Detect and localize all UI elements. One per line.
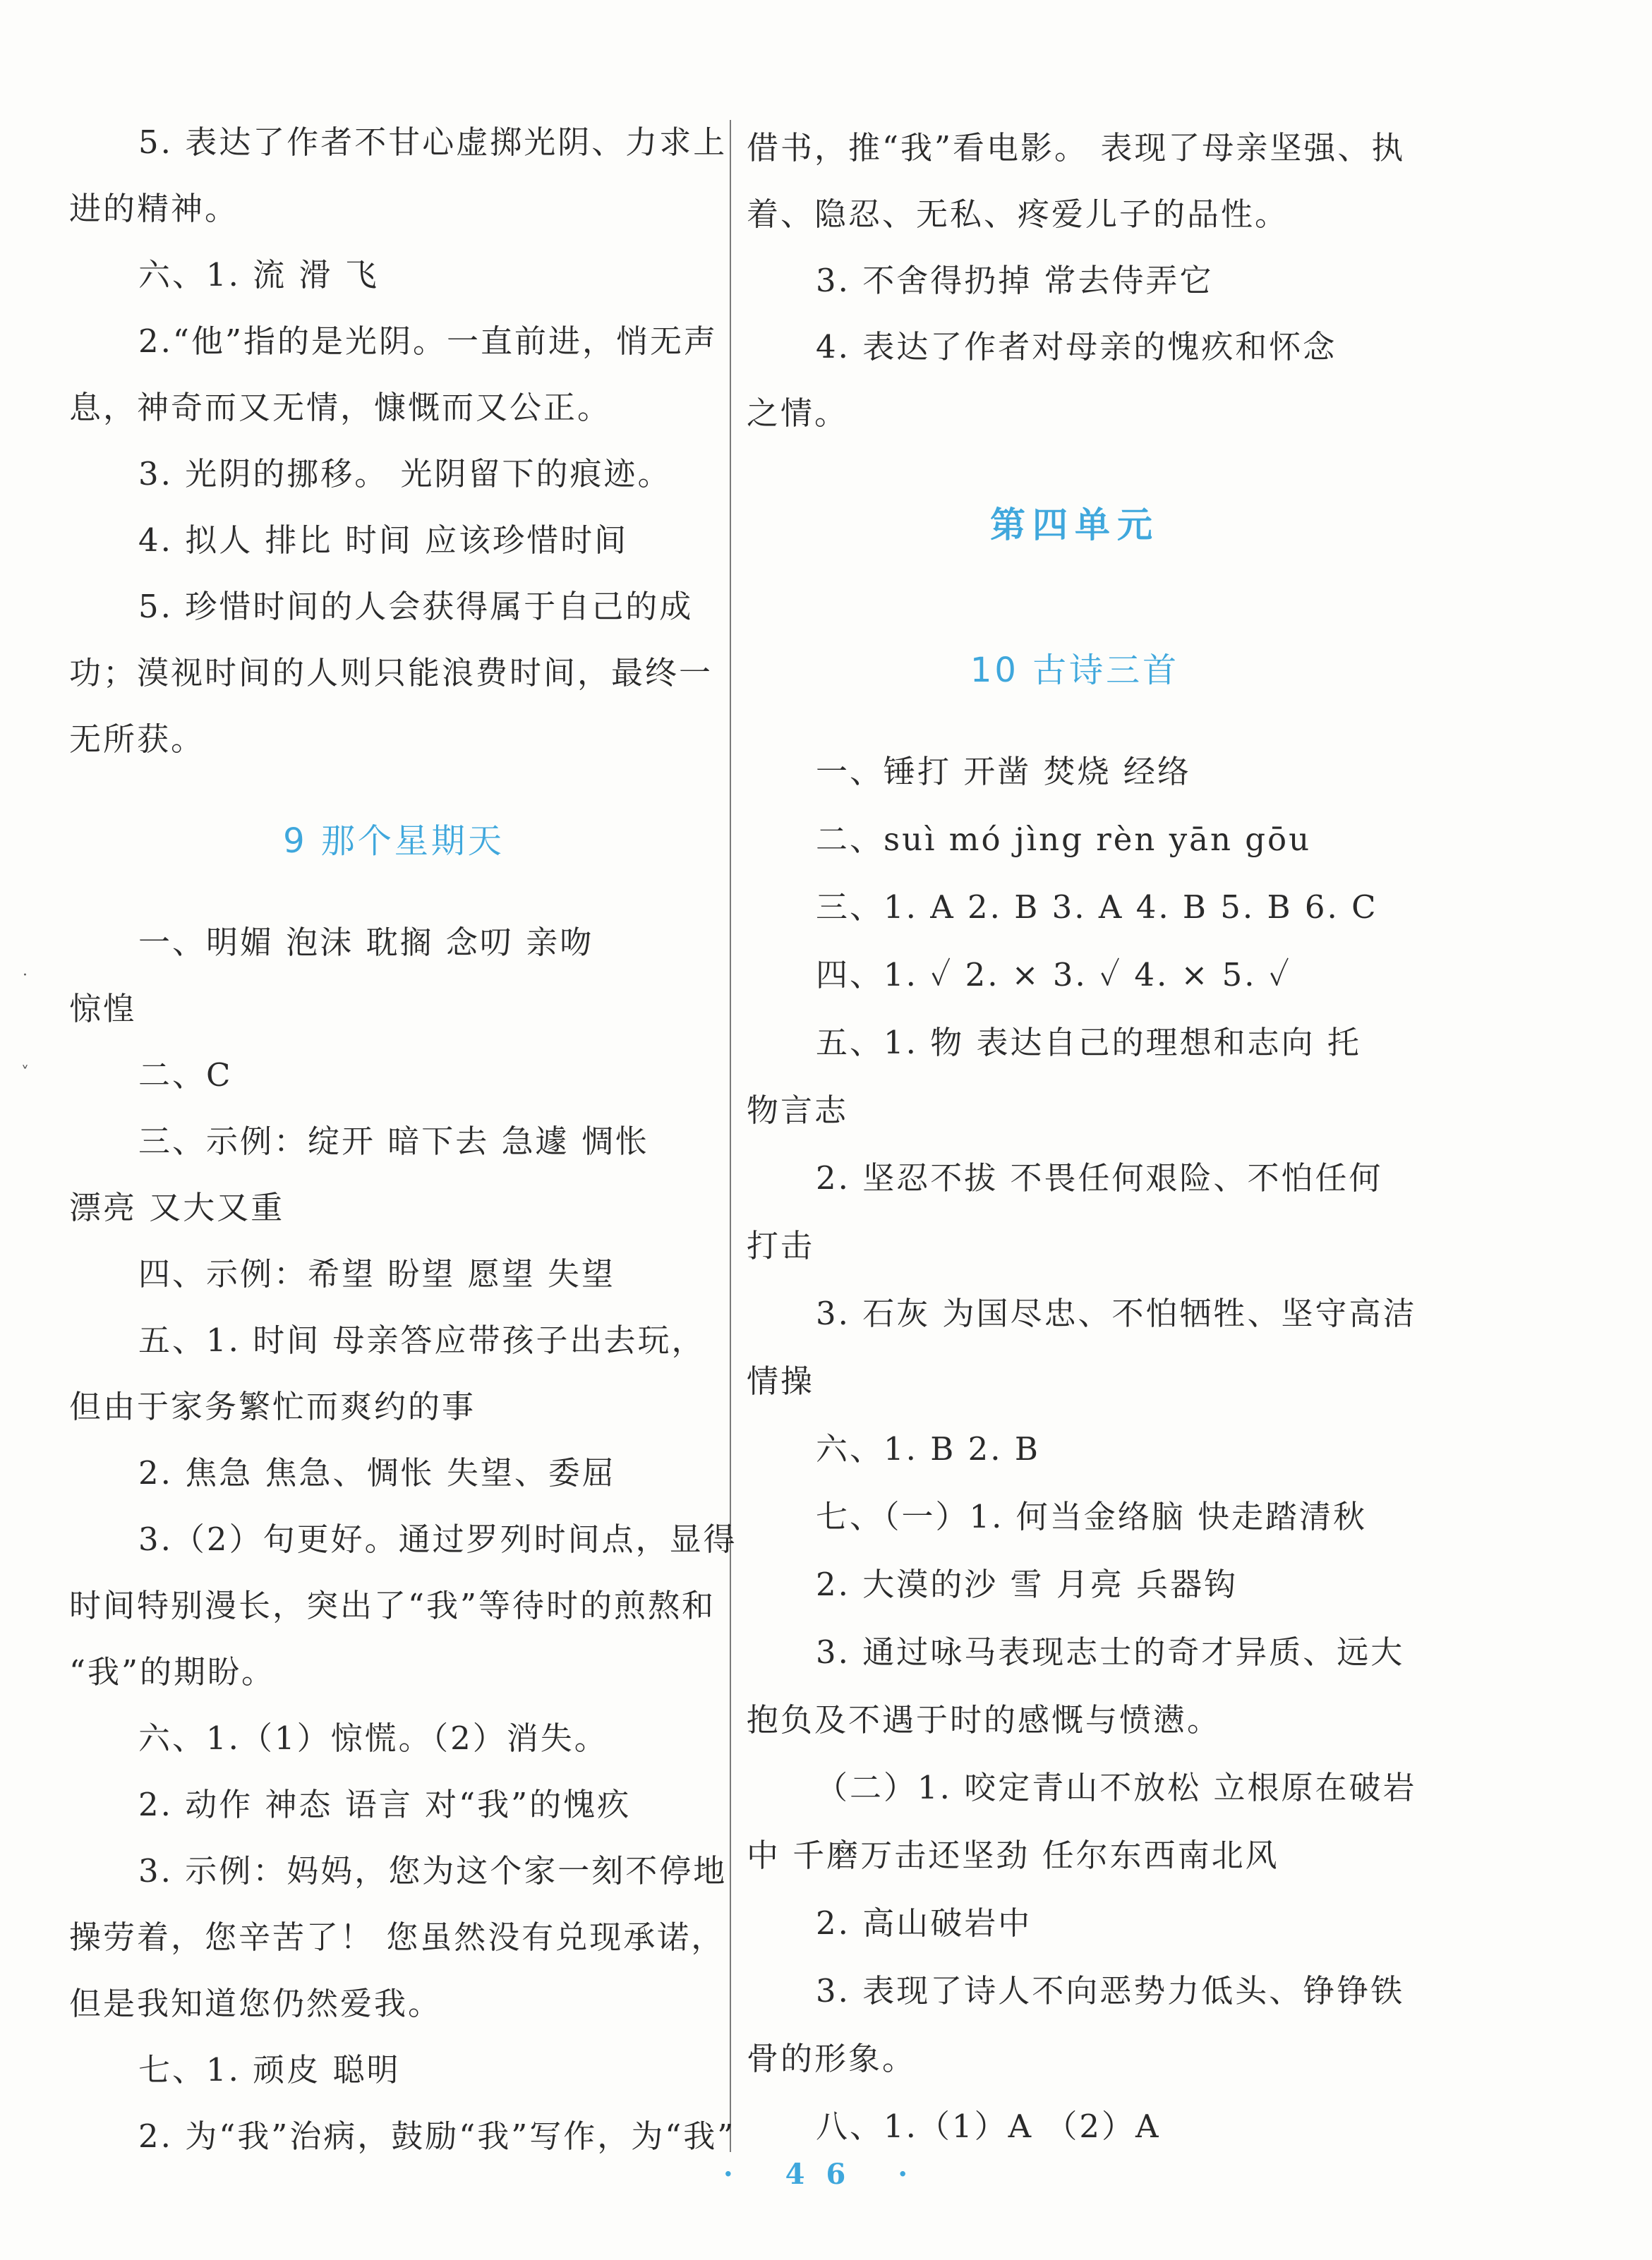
text-line: 二、C — [138, 1056, 233, 1094]
text-line: 4. 表达了作者对母亲的愧疚和怀念 — [816, 328, 1337, 365]
text-line: 3. 示例：妈妈，您为这个家一刻不停地 — [138, 1852, 728, 1890]
text-line: 息，神奇而又无情，慷慨而又公正。 — [69, 389, 612, 426]
text-line: 5. 珍惜时间的人会获得属于自己的成 — [138, 588, 694, 625]
text-line: 2. 为“我”治病，鼓励“我”写作，为“我” — [138, 2117, 736, 2155]
text-line: 之情。 — [747, 394, 849, 432]
text-line: 物言志 — [747, 1092, 849, 1129]
lesson-heading: 9 那个星期天 — [283, 821, 505, 861]
text-line: 5. 表达了作者不甘心虚掷光阴、力求上 — [138, 123, 728, 161]
text-line: 2.“他”指的是光阴。一直前进，悄无声 — [138, 322, 718, 360]
text-line: 打击 — [747, 1227, 815, 1264]
text-line: 八、1.（1）A （2）A — [816, 2108, 1161, 2145]
text-line: 中 千磨万击还坚劲 任尔东西南北风 — [747, 1837, 1279, 1874]
text-line: 一、明媚 泡沫 耽搁 念叨 亲吻 — [138, 924, 594, 961]
text-line: 2. 坚忍不拔 不畏任何艰险、不怕任何 — [816, 1159, 1383, 1197]
text-line: 情操 — [747, 1362, 815, 1400]
text-line: 四、示例：希望 盼望 愿望 失望 — [138, 1255, 615, 1293]
text-line: 3. 表现了诗人不向恶势力低头、铮铮铁 — [816, 1972, 1405, 2010]
text-line: 五、1. 物 表达自己的理想和志向 托 — [816, 1024, 1361, 1061]
text-line: 二、suì mó jìng rèn yān gōu — [816, 821, 1312, 858]
text-line: 进的精神。 — [69, 190, 239, 227]
text-line: 七、（一）1. 何当金络脑 快走踏清秋 — [816, 1498, 1368, 1535]
text-line: 六、1.（1）惊慌。（2）消失。 — [138, 1720, 608, 1757]
text-line: 功；漠视时间的人则只能浪费时间，最终一 — [69, 654, 713, 691]
text-line: “我”的期盼。 — [69, 1653, 276, 1691]
text-line: 一、锤打 开凿 焚烧 经络 — [816, 753, 1191, 790]
text-line: 2. 动作 神态 语言 对“我”的愧疚 — [138, 1786, 632, 1823]
text-line: 六、1. 流 滑 飞 — [138, 256, 379, 294]
text-line: 4. 拟人 排比 时间 应该珍惜时间 — [138, 521, 629, 559]
text-line: 六、1. B 2. B — [816, 1430, 1040, 1468]
text-line: （二）1. 咬定青山不放松 立根原在破岩 — [816, 1769, 1417, 1806]
text-line: 三、示例：绽开 暗下去 急遽 惆怅 — [138, 1123, 649, 1160]
text-line: 七、1. 顽皮 聪明 — [138, 2051, 401, 2089]
scan-speck: ˅ — [21, 1064, 29, 1082]
text-line: 但由于家务繁忙而爽约的事 — [69, 1388, 476, 1425]
text-line: 惊惶 — [69, 990, 138, 1027]
scan-speck: · — [23, 967, 28, 984]
text-line: 2. 焦急 焦急、惆怅 失望、委屈 — [138, 1454, 616, 1492]
text-line: 3.（2）句更好。通过罗列时间点，显得 — [138, 1521, 737, 1558]
text-line: 3. 不舍得扔掉 常去侍弄它 — [816, 262, 1214, 299]
unit-heading: 第四单元 — [990, 504, 1159, 545]
page-number: · 46 · — [723, 2158, 929, 2191]
text-line: 漂亮 又大又重 — [69, 1189, 285, 1226]
text-line: 时间特别漫长，突出了“我”等待时的煎熬和 — [69, 1587, 716, 1624]
text-line: 2. 大漠的沙 雪 月亮 兵器钩 — [816, 1566, 1238, 1603]
text-line: 3. 通过咏马表现志士的奇才异质、远大 — [816, 1633, 1405, 1671]
text-line: 抱负及不遇于时的感慨与愤懑。 — [747, 1701, 1222, 1739]
text-line: 三、1. A 2. B 3. A 4. B 5. B 6. C — [816, 888, 1378, 926]
text-line: 2. 高山破岩中 — [816, 1904, 1032, 1942]
text-line: 操劳着，您辛苦了！ 您虽然没有兑现承诺， — [69, 1918, 725, 1956]
lesson-heading: 10 古诗三首 — [970, 651, 1180, 690]
text-line: 四、1. ✓ 2. × 3. ✓ 4. × 5. ✓ — [816, 956, 1291, 993]
text-line: 3. 石灰 为国尽忠、不怕牺牲、坚守高洁 — [816, 1295, 1417, 1332]
text-line: 着、隐忍、无私、疼爱儿子的品性。 — [747, 195, 1289, 233]
text-line: 但是我知道您仍然爱我。 — [69, 1985, 442, 2022]
text-line: 骨的形象。 — [747, 2040, 917, 2077]
text-line: 3. 光阴的挪移。 光阴留下的痕迹。 — [138, 455, 672, 493]
text-line: 五、1. 时间 母亲答应带孩子出去玩， — [138, 1322, 706, 1359]
text-line: 借书，推“我”看电影。 表现了母亲坚强、执 — [747, 129, 1406, 167]
column-divider — [730, 120, 731, 2152]
text-line: 无所获。 — [69, 720, 205, 758]
